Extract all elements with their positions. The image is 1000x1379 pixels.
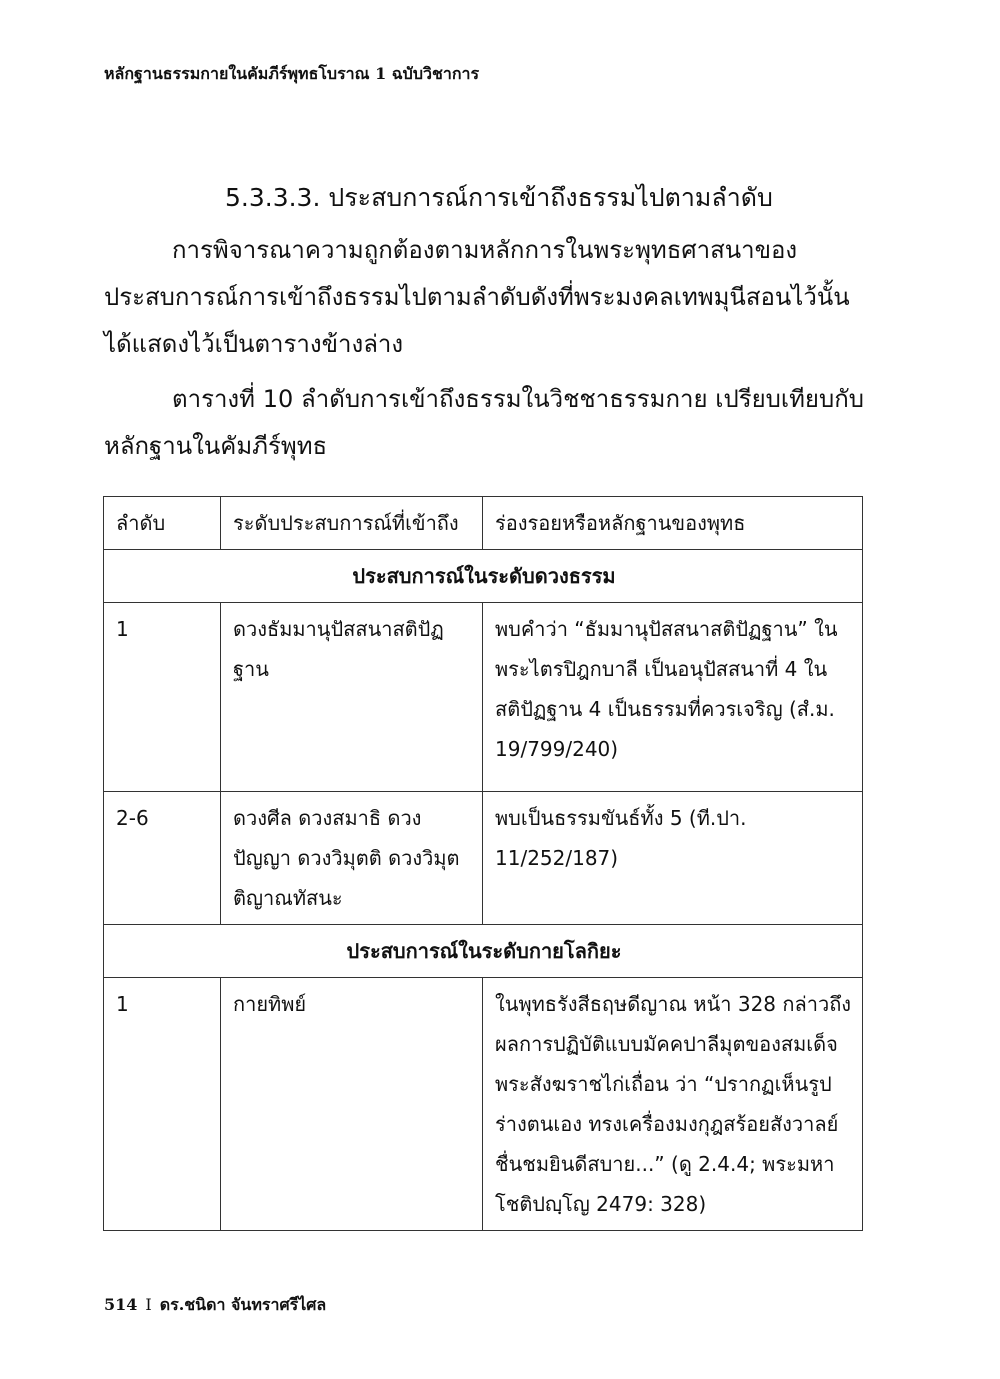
table-row bbox=[104, 603, 863, 792]
table-row bbox=[104, 792, 863, 925]
author-name: ดร.ชนิดา จันทราศรีไศล bbox=[159, 1295, 327, 1314]
cell-order: 2-6 bbox=[104, 792, 221, 925]
header-level: ระดับประสบการณ์ที่เข้าถึง bbox=[221, 497, 483, 550]
footer-separator: I bbox=[145, 1295, 152, 1314]
table-row bbox=[104, 978, 863, 1231]
header-evidence: ร่องรอยหรือหลักฐานของพุทธ bbox=[483, 497, 863, 550]
cell-level: ดวงธัมมานุปัสสนาสติปัฏฐาน bbox=[221, 603, 483, 792]
running-header: หลักฐานธรรมกายในคัมภีร์พุทธโบราณ 1 ฉบับวิชาการ bbox=[104, 64, 480, 83]
table-caption: ตารางที่ 10 ลำดับการเข้าถึงธรรมในวิชชาธรรมกาย เปรียบเทียบกับหลักฐานในคัมภีร์พุทธ bbox=[104, 385, 864, 460]
intro-paragraph: การพิจารณาความถูกต้องตามหลักการในพระพุทธศาสนาของประสบการณ์การเข้าถึงธรรมไปตามลำดับดังที่พระมงคลเทพมุนีสอนไว้นั้น ได้แสดงไว้เป็นตารางข้างล่าง bbox=[104, 236, 850, 358]
cell-order: 1 bbox=[104, 603, 221, 792]
cell-evidence: ในพุทธรังสีธฤษดีญาณ หน้า 328 กล่าวถึงผลการปฏิบัติแบบมัคคปาลีมุตของสมเด็จพระสังฆราชไก่เถื่อน ว่า “ปรากฏเห็นรูปร่างตนเอง ทรงเครื่องมงกุฎสร้อยสังวาลย์ ชื่นชมยินดีสบาย...” (ดู 2.4.4; พระมหาโชติปญฺโญ 2479: 328) bbox=[483, 978, 863, 1231]
group-row-dhamma-sphere bbox=[104, 550, 863, 603]
page-footer bbox=[104, 1293, 326, 1318]
page-number: 514 bbox=[104, 1295, 138, 1314]
cell-level: ดวงศีล ดวงสมาธิ ดวงปัญญา ดวงวิมุตติ ดวงวิมุตติญาณทัสนะ bbox=[221, 792, 483, 925]
group-title: ประสบการณ์ในระดับกายโลกิยะ bbox=[104, 925, 863, 978]
cell-evidence: พบคำว่า “ธัมมานุปัสสนาสติปัฏฐาน” ในพระไตรปิฎกบาลี เป็นอนุปัสสนาที่ 4 ในสติปัฏฐาน 4 เป็นธรรมที่ควรเจริญ (สํ.ม. 19/799/240) bbox=[483, 603, 863, 792]
evidence-table bbox=[103, 496, 863, 1231]
header-order: ลำดับ bbox=[104, 497, 221, 550]
group-title: ประสบการณ์ในระดับดวงธรรม bbox=[104, 550, 863, 603]
cell-order: 1 bbox=[104, 978, 221, 1231]
section-heading: 5.3.3.3. ประสบการณ์การเข้าถึงธรรมไปตามลำดับ bbox=[225, 183, 773, 212]
cell-evidence: พบเป็นธรรมขันธ์ทั้ง 5 (ที.ปา. 11/252/187) bbox=[483, 792, 863, 925]
cell-level: กายทิพย์ bbox=[221, 978, 483, 1231]
group-row-mundane-body bbox=[104, 925, 863, 978]
table-header-row bbox=[104, 497, 863, 550]
